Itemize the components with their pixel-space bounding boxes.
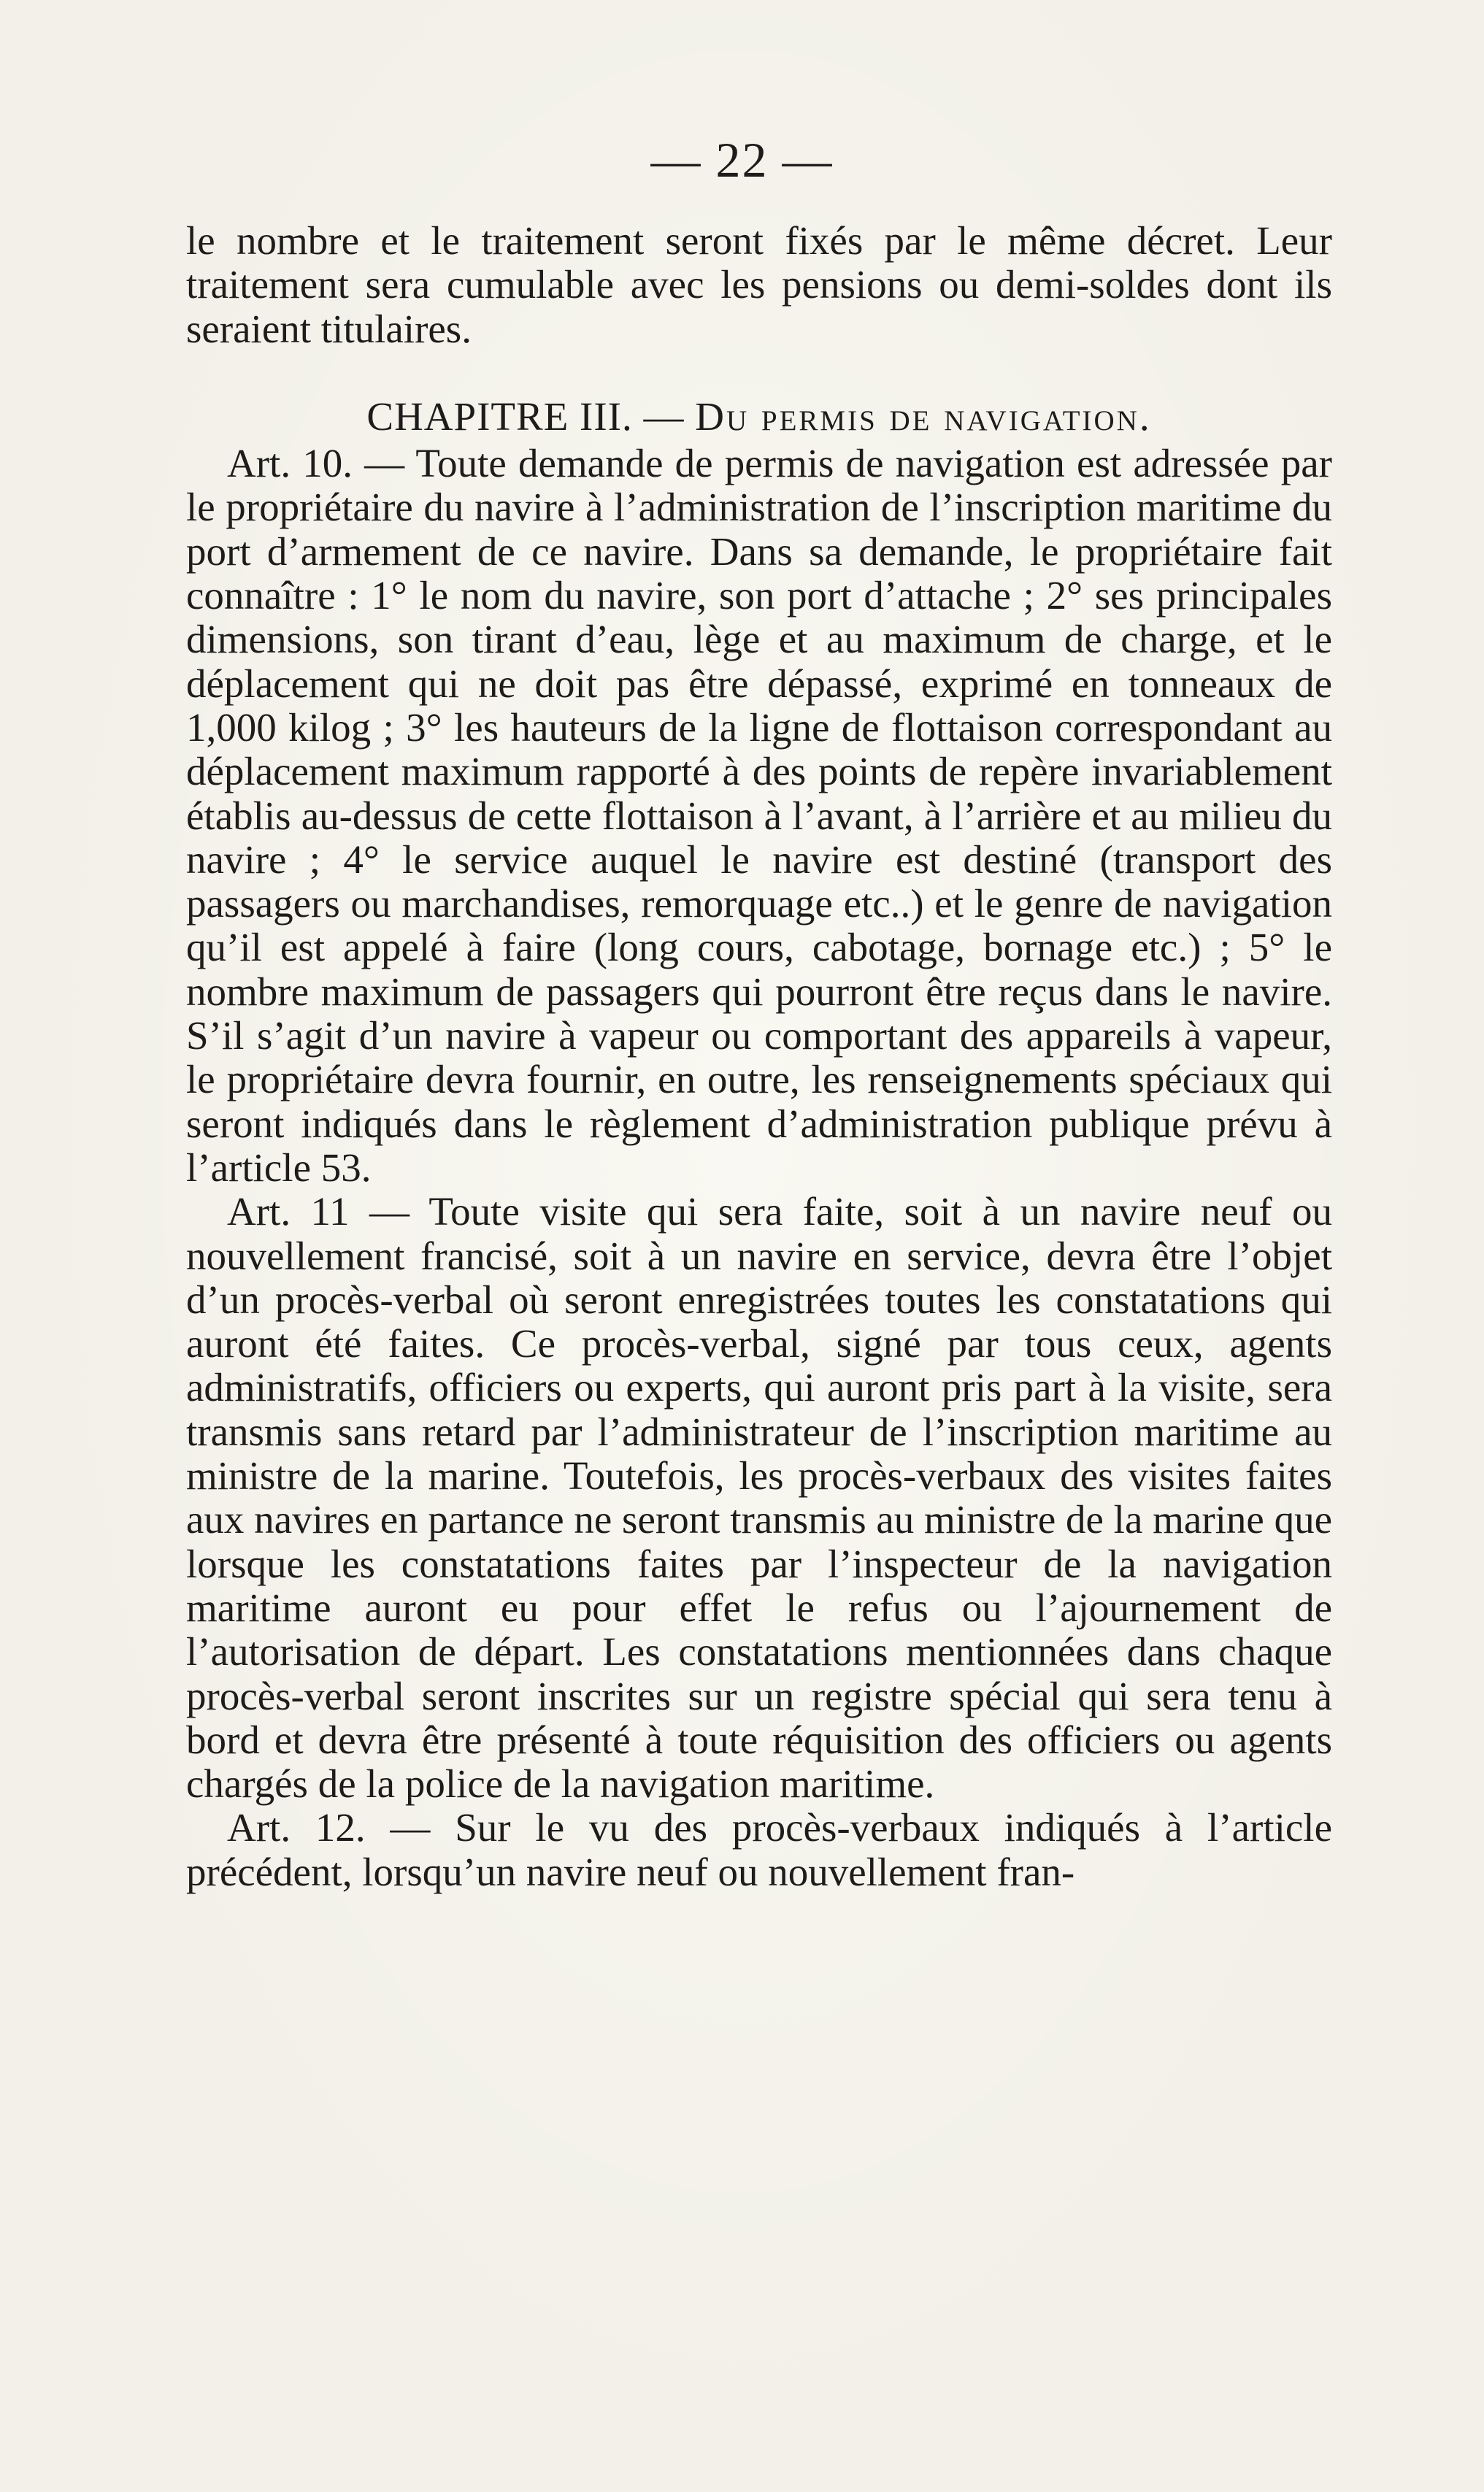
chapter-heading [186, 395, 1332, 439]
article-10: Art. 10. — Toute demande de permis de navigation est adressée par le propriétaire du navire à l’administration de l’inscription maritime du port d’armement de ce navire. Dans sa demande, le propriétaire fait connaître : 1° le nom du navire, son port d’attache ; 2° ses principales dimensions, son tirant d’eau, lège et au maximum de charge, et le déplacement qui ne doit pas être dépassé, exprimé en tonneaux de 1,000 kilog ; 3° les hauteurs de la ligne de flottaison correspondant au déplacement maximum rapporté à des points de repère invariablement établis au-dessus de cette flottaison à l’avant, à l’arrière et au milieu du navire ; 4° le service auquel le navire est destiné (transport des passagers ou marchandises, remorquage etc..) et le genre de navigation qu’il est appelé à faire (long cours, cabotage, bornage etc.) ; 5° le nombre maximum de passagers qui pourront être reçus dans le navire. S’il s’agit d’un navire à vapeur ou comportant des appareils à vapeur, le propriétaire devra fournir, en outre, les renseignements spéciaux qui seront indiqués dans le règlement d’administration publique prévu à l’article 53. [186, 441, 1332, 1190]
article-11: Art. 11 — Toute visite qui sera faite, soit à un navire neuf ou nouvellement francisé, soit à un navire en service, devra être l’objet d’un procès-verbal où seront enregistrées toutes les constatations qui auront été faites. Ce procès-verbal, signé par tous ceux, agents administratifs, officiers ou experts, qui auront pris part à la visite, sera transmis sans retard par l’administrateur de l’inscription maritime au ministre de la marine. Toutefois, les procès-verbaux des visites faites aux navires en partance ne seront transmis au ministre de la marine que lorsque les constatations faites par l’inspecteur de la navigation maritime auront eu pour effet le refus ou l’ajournement de l’autorisation de départ. Les constatations mentionnées dans chaque procès-verbal seront inscrites sur un registre spécial qui sera tenu à bord et devra être présenté à toute réquisition des officiers ou agents chargés de la police de la navigation maritime. [186, 1189, 1332, 1807]
article-12: Art. 12. — Sur le vu des procès-verbaux indiqués à l’article précédent, lorsqu’un navire neuf ou nouvellement fran- [186, 1805, 1332, 1894]
chapter-title: Du permis de navigation. [695, 393, 1152, 439]
body-text [186, 219, 1332, 1894]
chapter-label: CHAPITRE III. — [366, 393, 685, 439]
paragraph-continuation: le nombre et le traitement seront fixés par le même décret. Leur traitement sera cumulable avec les pensions ou demi-soldes dont ils seraient titulaires. [186, 218, 1332, 351]
page-number: — 22 — [650, 132, 834, 188]
